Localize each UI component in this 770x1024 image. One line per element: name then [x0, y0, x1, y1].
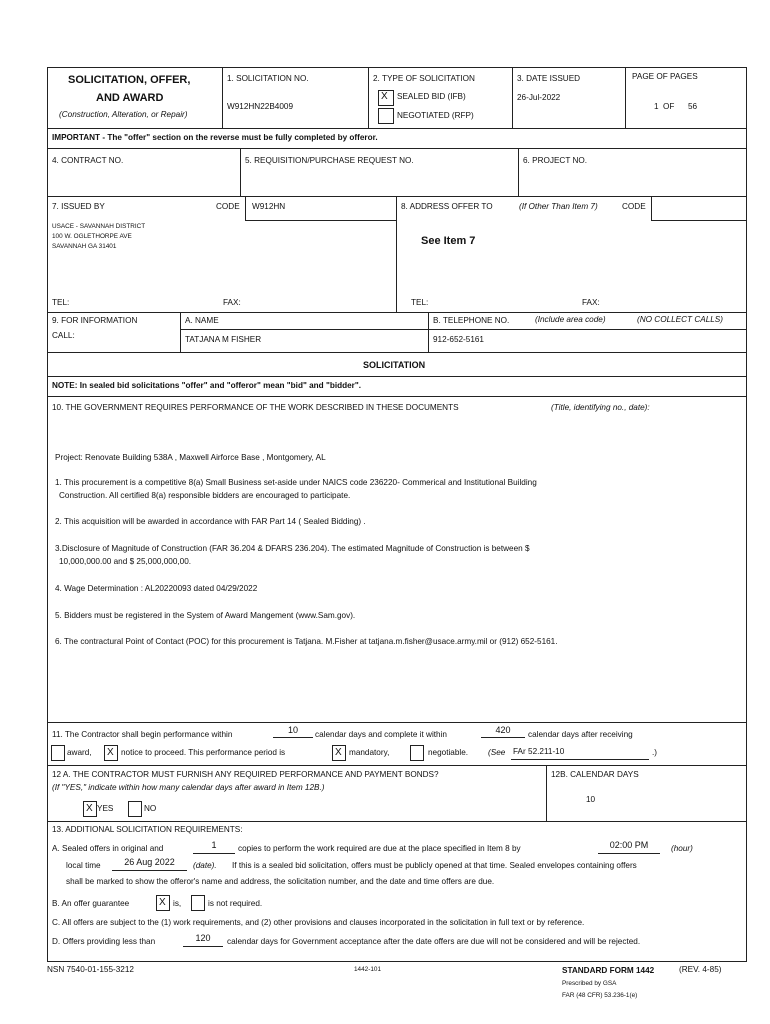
important-note: IMPORTANT - The "offer" section on the reverse must be fully completed by offeror.	[52, 133, 378, 142]
issuer-name: USACE - SAVANNAH DISTRICT	[52, 223, 146, 230]
contact-name-label: A. NAME	[185, 316, 219, 325]
negotiated-label: NEGOTIATED (RFP)	[397, 111, 474, 120]
see-close: .)	[652, 748, 658, 757]
hour-label: (hour)	[671, 844, 693, 853]
item13a-text: A. Sealed offers in original and	[52, 844, 164, 853]
page-of-word: OF	[663, 102, 675, 111]
contact-name-field[interactable]: TATJANA M FISHER	[185, 335, 262, 344]
guarantee-check-mark: X	[159, 897, 166, 908]
item10-para1-cont: Construction. All certified 8(a) responsible bidders are encouraged to participate.	[59, 491, 351, 500]
date-issued-label: 3. DATE ISSUED	[517, 74, 581, 83]
due-time-field[interactable]: 02:00 PM	[609, 840, 649, 850]
bonds-no-label: NO	[144, 804, 157, 813]
sealed-bid-label: SEALED BID (IFB)	[397, 92, 466, 101]
item10-para3: 3.Disclosure of Magnitude of Construction (FAR 36.204 & DFARS 236.204). The estimated Magnitude of Construction is between $	[55, 544, 530, 553]
see-reference-field[interactable]: FAr 52.211-10	[513, 747, 565, 756]
sealed-bid-check-mark: X	[381, 91, 388, 102]
nsn-number: NSN 7540-01-155-3212	[47, 965, 134, 974]
award-label: award,	[67, 748, 92, 757]
item12a-note: (If "YES," indicate within how many calendar days after award in Item 12B.)	[52, 783, 325, 792]
item13a-text3: If this is a sealed bid solicitation, offers must be publicly opened at that time. Sealed envelopes containing offers	[232, 861, 637, 870]
project-description: Project: Renovate Building 538A , Maxwell Airforce Base , Montgomery, AL	[55, 453, 326, 462]
notice-check-mark: X	[107, 747, 114, 758]
bonds-no-checkbox[interactable]	[128, 801, 142, 817]
sealed-bid-checkbox[interactable]	[378, 90, 394, 106]
project-no-label: 6. PROJECT NO.	[523, 156, 587, 165]
issued-by-label: 7. ISSUED BY	[52, 202, 105, 211]
form-code: 1442-101	[354, 966, 382, 973]
form-subtitle: (Construction, Alteration, or Repair)	[59, 110, 188, 119]
calendar-days-field[interactable]: 10	[586, 795, 596, 804]
copies-field[interactable]: 1	[211, 840, 217, 850]
award-checkbox[interactable]	[51, 745, 65, 761]
bonds-yes-checkbox[interactable]	[83, 801, 97, 817]
guarantee-is-checkbox[interactable]	[156, 895, 170, 911]
item12a-label: 12 A. THE CONTRACTOR MUST FURNISH ANY REQUIRED PERFORMANCE AND PAYMENT BONDS?	[52, 770, 439, 779]
item13a-text4: shall be marked to show the offeror's name and address, the solicitation number, and the date and time offers are due.	[66, 877, 495, 886]
guarantee-not-checkbox[interactable]	[191, 895, 205, 911]
negotiated-checkbox[interactable]	[378, 108, 394, 124]
solicitation-section-header: SOLICITATION	[363, 360, 426, 370]
item13b-text: B. An offer guarantee	[52, 899, 130, 908]
solicitation-type-label: 2. TYPE OF SOLICITATION	[373, 74, 475, 83]
address-offer-note: (If Other Than Item 7)	[519, 202, 598, 211]
form-revision: (REV. 4-85)	[679, 965, 722, 974]
address-tel-label: TEL:	[411, 298, 429, 307]
negotiable-label: negotiable.	[428, 748, 469, 757]
issuer-tel-label: TEL:	[52, 298, 70, 307]
requisition-label: 5. REQUISITION/PURCHASE REQUEST NO.	[245, 156, 414, 165]
item13d-text: D. Offers providing less than	[52, 937, 156, 946]
notice-to-proceed-checkbox[interactable]	[104, 745, 118, 761]
mandatory-check-mark: X	[335, 747, 342, 758]
date-issued-field[interactable]: 26-Jul-2022	[517, 93, 561, 102]
item10-para3-cont: 10,000,000.00 and $ 25,000,000,00.	[59, 557, 192, 566]
item11-text3: calendar days after receiving	[528, 730, 633, 739]
item10-para5: 5. Bidders must be registered in the System of Award Mangement (www.Sam.gov).	[55, 611, 356, 620]
info-call-label: CALL:	[52, 331, 75, 340]
acceptance-days-field[interactable]: 120	[195, 933, 211, 943]
see-item-7: See Item 7	[421, 235, 476, 247]
item10-title-note: (Title, identifying no., date):	[551, 403, 650, 412]
due-date-field[interactable]: 26 Aug 2022	[124, 857, 175, 867]
item13c-text: C. All offers are subject to the (1) work requirements, and (2) other provisions and clauses incorporated in the solicitation in full text or by reference.	[52, 918, 585, 927]
mandatory-checkbox[interactable]	[332, 745, 346, 761]
bonds-yes-check-mark: X	[86, 803, 93, 814]
item13a-text2: copies to perform the work required are due at the place specified in Item 8 by	[238, 844, 521, 853]
total-pages: 56	[688, 102, 698, 111]
address-fax-label: FAX:	[582, 298, 600, 307]
date-label: (date).	[193, 861, 217, 870]
address-code-label: CODE	[622, 202, 646, 211]
no-collect-note: (NO COLLECT CALLS)	[637, 315, 723, 324]
item10-para1: 1. This procurement is a competitive 8(a) Small Business set-aside under NAICS code 236220- Commerical and Institutional Building	[55, 478, 537, 487]
item13-label: 13. ADDITIONAL SOLICITATION REQUIREMENTS:	[52, 825, 243, 834]
far-reference: FAR (48 CFR) 53.236-1(e)	[562, 992, 638, 999]
contract-no-label: 4. CONTRACT NO.	[52, 156, 124, 165]
solicitation-no-field[interactable]: W912HN22B4009	[227, 102, 293, 111]
telephone-label: B. TELEPHONE NO.	[433, 316, 510, 325]
bid-note: NOTE: In sealed bid solicitations "offer" and "offeror" mean "bid" and "bidder".	[52, 381, 362, 390]
page-number: 1	[654, 102, 659, 111]
mandatory-label: mandatory,	[349, 748, 390, 757]
issued-by-code-label: CODE	[216, 202, 240, 211]
prescribed-by: Prescribed by GSA	[562, 980, 617, 987]
guarantee-not-label: is not required.	[208, 899, 263, 908]
area-code-note: (Include area code)	[535, 315, 606, 324]
info-label: 9. FOR INFORMATION	[52, 316, 138, 325]
guarantee-is-label: is,	[173, 899, 182, 908]
see-label: (See	[488, 748, 506, 757]
page-of-pages-label: PAGE OF PAGES	[632, 72, 698, 81]
item11-text: 11. The Contractor shall begin performance within	[52, 730, 233, 739]
form-title: SOLICITATION, OFFER,	[68, 74, 191, 86]
standard-form-number: STANDARD FORM 1442	[562, 966, 655, 975]
issued-by-code-field[interactable]: W912HN	[252, 202, 286, 211]
negotiable-checkbox[interactable]	[410, 745, 424, 761]
issuer-city: SAVANNAH GA 31401	[52, 243, 117, 250]
telephone-field[interactable]: 912-652-5161	[433, 335, 484, 344]
item12b-label: 12B. CALENDAR DAYS	[551, 770, 639, 779]
item11-text2: calendar days and complete it within	[315, 730, 447, 739]
item10-para4: 4. Wage Determination : AL20220093 dated 04/29/2022	[55, 584, 258, 593]
item10-para2: 2. This acquisition will be awarded in accordance with FAR Part 14 ( Sealed Bidding) .	[55, 517, 366, 526]
complete-days-field[interactable]: 420	[495, 725, 511, 735]
item10-label: 10. THE GOVERNMENT REQUIRES PERFORMANCE OF THE WORK DESCRIBED IN THESE DOCUMENTS	[52, 403, 459, 412]
form-title-line2: AND AWARD	[96, 92, 164, 104]
issuer-fax-label: FAX:	[223, 298, 241, 307]
notice-label: notice to proceed. This performance period is	[121, 748, 286, 757]
solicitation-no-label: 1. SOLICITATION NO.	[227, 74, 309, 83]
item13d-text2: calendar days for Government acceptance after the date offers are due will not be considered and will be rejected.	[227, 937, 641, 946]
local-time-label: local time	[66, 861, 101, 870]
issuer-street: 100 W. OGLETHORPE AVE	[52, 233, 132, 240]
item10-para6: 6. The contractural Point of Contact (POC) for this procurement is Tatjana. M.Fisher at tatjana.m.fisher@usace.army.mil or (912) 652-5161.	[55, 637, 558, 646]
bonds-yes-label: YES	[97, 804, 114, 813]
address-offer-label: 8. ADDRESS OFFER TO	[401, 202, 493, 211]
begin-days-field[interactable]: 10	[287, 725, 298, 735]
